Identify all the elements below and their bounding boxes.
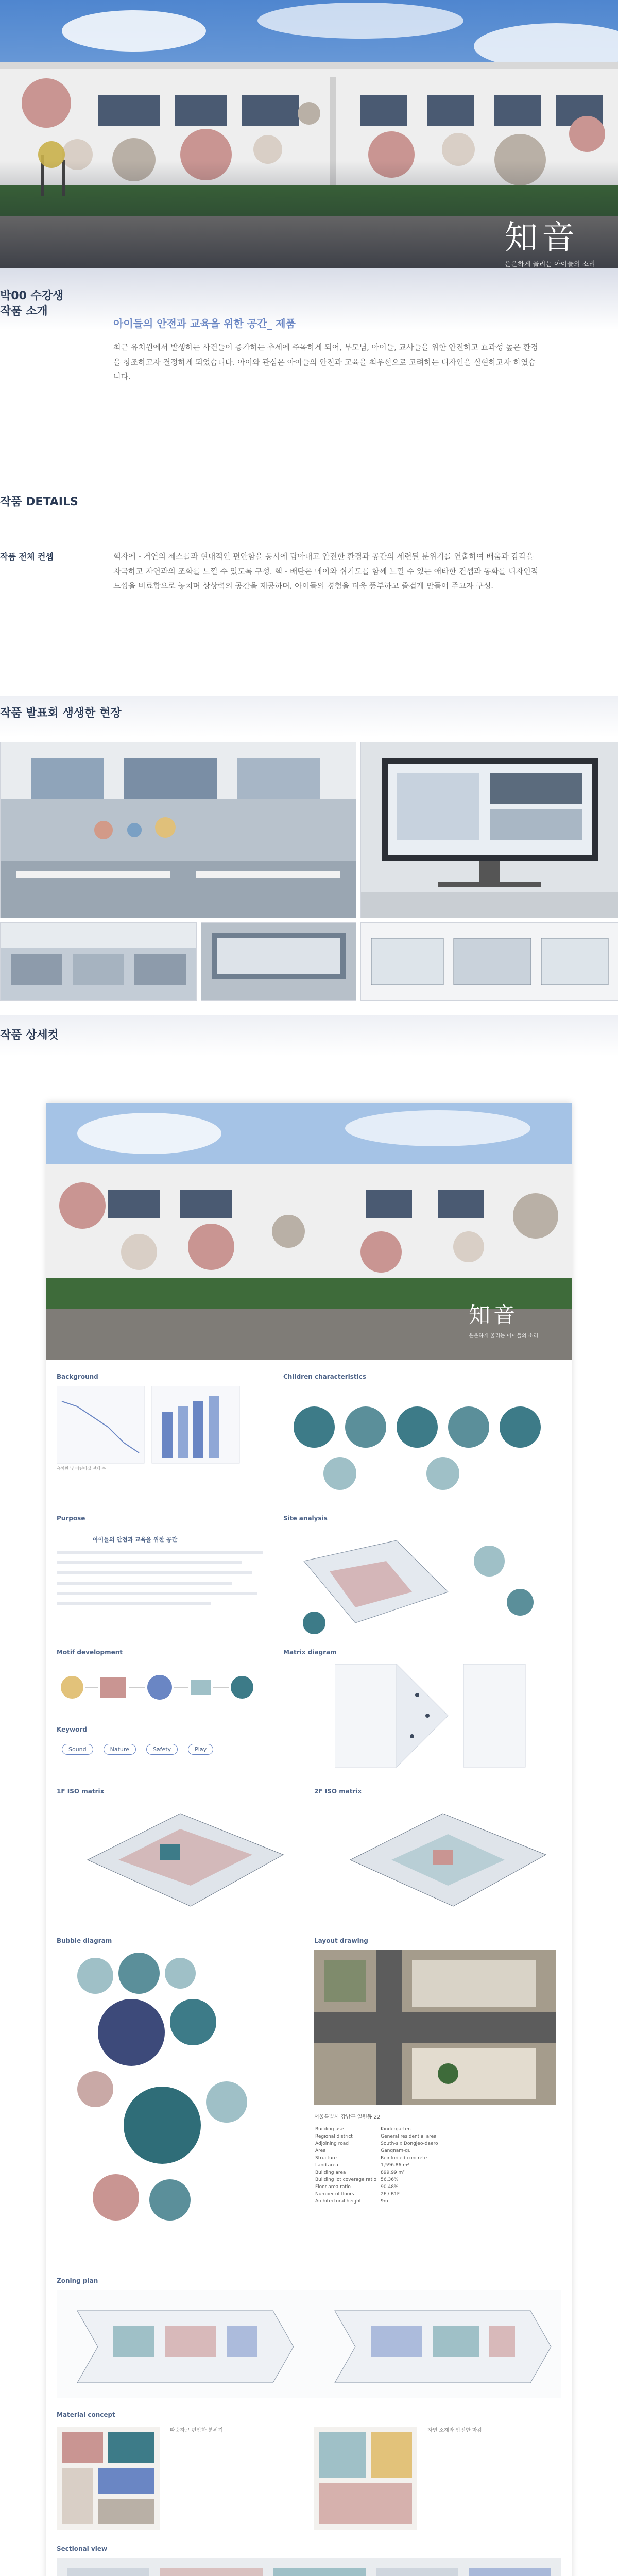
presentation-photo-desk-img bbox=[201, 923, 356, 1000]
material-board-1 bbox=[57, 2427, 160, 2530]
presentation-photo-monitor-img bbox=[361, 742, 618, 918]
presentation-photo-classroom bbox=[0, 922, 197, 1001]
board-title-keyword: Keyword bbox=[57, 1726, 87, 1733]
hero-logo bbox=[505, 219, 595, 268]
material-board-2 bbox=[314, 2427, 417, 2530]
section-label-intro bbox=[0, 289, 63, 319]
hero-logo-sub: 은은하게 울리는 아이들의 소리 bbox=[505, 261, 595, 268]
board-title-iso2: 2F ISO matrix bbox=[314, 1788, 362, 1795]
site-val: Reinforced concrete bbox=[381, 2156, 427, 2161]
site-diagram bbox=[283, 1530, 561, 1638]
board-title-material: Material concept bbox=[57, 2411, 115, 2418]
bubble bbox=[149, 2179, 191, 2221]
zoning-plans bbox=[57, 2290, 561, 2398]
site-key: Building use bbox=[315, 2127, 344, 2132]
site-key: Building lot coverage ratio bbox=[315, 2177, 377, 2182]
matrix-diagram bbox=[335, 1664, 551, 1772]
site-val: 9m bbox=[381, 2199, 388, 2204]
purpose-highlight: 아이들의 안전과 교육을 위한 공간 bbox=[93, 1536, 178, 1543]
detail-label: 작품 전체 컨셉 bbox=[0, 552, 54, 562]
site-val: 1,596.86 m² bbox=[381, 2163, 409, 2168]
layout-map bbox=[314, 1950, 556, 2105]
site-key: Regional district bbox=[315, 2134, 353, 2139]
site-key: Architectural height bbox=[315, 2199, 362, 2204]
section-label-presentation: 작품 발표회 생생한 현장 bbox=[0, 707, 122, 720]
site-key: Number of floors bbox=[315, 2192, 354, 2197]
keyword-chip: Nature bbox=[104, 1744, 136, 1755]
site-val: Gangnam-gu bbox=[381, 2148, 411, 2154]
intro-body: 최근 유치원에서 발생하는 사건들이 증가하는 추세에 주목하게 되어, 부모님, 아이들, 교사들을 위한 안전하고 효과성 높은 환경을 창조하고자 결정하게 되었습니다. 아이와 관심은 아이들의 안전과 교육을 최우선으로 고려하는 디자인을 실현하고자 하였습니다. bbox=[113, 343, 538, 381]
site-val: Kindergarten bbox=[381, 2127, 411, 2132]
board-logo bbox=[469, 1298, 538, 1339]
iso-2f bbox=[319, 1798, 561, 1917]
section-label-details: 작품 DETAILS bbox=[0, 496, 78, 509]
site-val: General residential area bbox=[381, 2134, 437, 2139]
intro-headline: 아이들의 안전과 교육을 위한 공간_ 제품 bbox=[113, 317, 296, 330]
board-title-background: Background bbox=[57, 1373, 98, 1380]
bubble bbox=[98, 1999, 165, 2066]
site-key: Land area bbox=[315, 2163, 338, 2168]
board-title-motif: Motif development bbox=[57, 1649, 123, 1656]
detail-body: 핵자에 - 거연의 제스를과 현대적인 편안함을 동시에 담아내고 안전한 환경과 공간의 세련된 분위기를 연출하여 배움과 감각을 자극하고 자연과의 조화를 느낄 수 있도록 구성. 핵 - 배탄은 메이와 쉬기도를 함께 느낄 수 있는 애타한 컨셉과 동화를 디자인적 느낌을 비료함으로 놓치며 상상력의 공간을 제공하며, 아이들의 경험을 더욱 풍부하고 즐겁게 만들어 주고자 구성. bbox=[113, 552, 539, 590]
intro-label-line2: 작품 소개 bbox=[0, 304, 48, 318]
board-title-layout: Layout drawing bbox=[314, 1937, 368, 1944]
site-val: 2F / B1F bbox=[381, 2192, 400, 2197]
presentation-photo-classroom-img bbox=[1, 923, 196, 1000]
bubble bbox=[118, 1953, 160, 1994]
keyword-list bbox=[62, 1744, 213, 1755]
site-key: Area bbox=[315, 2148, 326, 2154]
site-key: Building area bbox=[315, 2170, 346, 2175]
site-val: South-six Dongjeo-daero bbox=[381, 2141, 438, 2146]
purpose-lines bbox=[57, 1551, 263, 1613]
board-title-matrix: Matrix diagram bbox=[283, 1649, 337, 1656]
board-title-purpose: Purpose bbox=[57, 1515, 85, 1522]
background-chart bbox=[57, 1386, 242, 1489]
children-circles bbox=[283, 1391, 561, 1494]
intro-label-line1: 박00 수강생 bbox=[0, 290, 64, 302]
material-text-2: 자연 소재와 안전한 마감 bbox=[427, 2428, 483, 2433]
bubble bbox=[206, 2081, 247, 2123]
keyword-chip: Play bbox=[188, 1744, 213, 1755]
board-title-bubble: Bubble diagram bbox=[57, 1937, 112, 1944]
board-title-site: Site analysis bbox=[283, 1515, 328, 1522]
keyword-chip: Sound bbox=[62, 1744, 93, 1755]
site-key: Structure bbox=[315, 2156, 337, 2161]
bubble bbox=[170, 1999, 216, 2045]
presentation-photo-monitor bbox=[360, 742, 618, 918]
background-chart-caption: 유치원 및 어린이집 전체 수 bbox=[57, 1466, 106, 1471]
intro-gradient bbox=[0, 268, 618, 330]
keyword-chip: Safety bbox=[146, 1744, 178, 1755]
bubble bbox=[124, 2087, 201, 2164]
board-logo-main: 知音 bbox=[469, 1302, 519, 1328]
presentation-photo-plan-img bbox=[361, 923, 618, 1000]
site-val: 899.99 m² bbox=[381, 2170, 405, 2175]
board-title-sectional: Sectional view bbox=[57, 2545, 108, 2552]
bubble bbox=[77, 2071, 113, 2107]
presentation-photo-plan bbox=[360, 922, 618, 1001]
material-text-1: 따뜻하고 편안한 분위기 bbox=[170, 2428, 223, 2433]
section-label-detail-cut: 작품 상세컷 bbox=[0, 1029, 59, 1042]
site-val: 56.36% bbox=[381, 2177, 399, 2182]
detail-cut-band bbox=[0, 1015, 618, 1056]
presentation-photo-room bbox=[0, 742, 356, 918]
iso-1f bbox=[57, 1798, 299, 1917]
site-key: Floor area ratio bbox=[315, 2184, 351, 2190]
presentation-photo-room-img bbox=[1, 742, 356, 918]
board-title-iso1: 1F ISO matrix bbox=[57, 1788, 105, 1795]
hero-banner bbox=[0, 0, 618, 268]
layout-address: 서울특별시 강남구 일원동 22 bbox=[314, 2114, 381, 2120]
presentation-photo-desk bbox=[201, 922, 356, 1001]
board-title-zoning: Zoning plan bbox=[57, 2277, 98, 2284]
bubble bbox=[93, 2174, 139, 2221]
site-info-table bbox=[314, 2125, 442, 2206]
bubble bbox=[165, 1958, 196, 1989]
presentation-board bbox=[46, 1103, 572, 2576]
sectional-views bbox=[57, 2558, 561, 2576]
hero-logo-main: 知音 bbox=[505, 219, 579, 257]
site-val: 90.48% bbox=[381, 2184, 399, 2190]
board-logo-sub: 은은하게 울리는 아이들의 소리 bbox=[469, 1333, 539, 1339]
bubble bbox=[77, 1958, 113, 1994]
motif-diagram bbox=[57, 1664, 273, 1710]
board-title-children: Children characteristics bbox=[283, 1373, 366, 1380]
site-key: Adjoining road bbox=[315, 2141, 349, 2146]
